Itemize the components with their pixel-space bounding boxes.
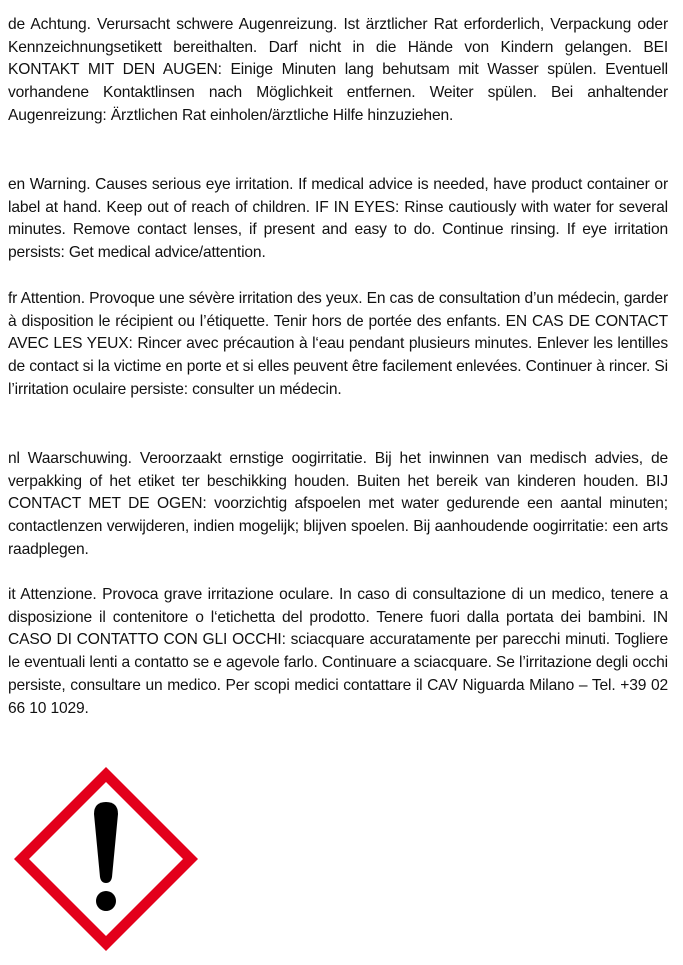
lang-code-de: de (8, 16, 26, 33)
lang-code-nl: nl (8, 450, 20, 467)
exclamation-mark-hazard-icon (11, 764, 201, 954)
hazard-text-de: Verursacht schwere Augenreizung. Ist ärztlicher Rat erforderlich, Verpackung oder Kennzeichnungsetikett bereithalten. Darf nicht in die Hände von Kindern gelangen. BEI KONTAKT MIT DEN AUGEN: Einige Minuten lang behutsam mit Wasser spülen. Eventuell vorhandene Kontaktlinsen nach Möglichkeit entfernen. Weiter spülen. Bei anhaltender Augenreizung: Ärztlichen Rat einholen/ärztliche Hilfe hinzuziehen. (8, 16, 668, 124)
signal-word-en: Warning. (29, 176, 91, 193)
paragraph-en (8, 174, 668, 265)
signal-word-nl: Waarschuwing. (27, 450, 132, 467)
paragraph-de (8, 14, 668, 128)
paragraph-nl (8, 448, 668, 562)
signal-word-it: Attenzione. (20, 586, 97, 603)
hazard-text-it: Provoca grave irritazione oculare. In caso di consultazione di un medico, tenere a disposizione il contenitore o l‘etichetta del prodotto. Tenere fuori dalla portata dei bambini. IN CASO DI CONTATTO CON GLI OCCHI: sciacquare accuratamente per parecchi minuti. Togliere le eventuali lenti a contatto se e agevole farlo. Continuare a sciacquare. Se l’irritazione degli occhi persiste, consultare un medico. Per scopi medici contattare il CAV Niguarda Milano – Tel. +39 02 66 10 1029. (8, 586, 669, 717)
hazard-text-en: Causes serious eye irritation. If medical advice is needed, have product container or label at hand. Keep out of reach of children. IF IN EYES: Rinse cautiously with water for several minutes. Remove contact lenses, if present and easy to do. Continue rinsing. If eye irritation persists: Get medical advice/attention. (8, 176, 668, 262)
lang-code-en: en (8, 176, 26, 193)
lang-code-fr: fr (8, 290, 18, 307)
lang-code-it: it (8, 586, 16, 603)
hazard-text-fr: Provoque une sévère irritation des yeux. En cas de consultation d’un médecin, garder à disposition le récipient ou l’étiquette. Tenir hors de portée des enfants. EN CAS DE CONTACT AVEC LES YEUX: Rincer avec précaution à l‘eau pendant plusieurs minutes. Enlever les lentilles de contact si la victime en porte et si elles peuvent être facilement enlevées. Continuer à rincer. Si l’irritation oculaire persiste: consulter un médecin. (8, 290, 668, 398)
signal-word-de: Achtung. (30, 16, 91, 33)
exclamation-dot (96, 891, 116, 911)
signal-word-fr: Attention. (20, 290, 85, 307)
hazard-text-nl: Veroorzaakt ernstige oogirritatie. Bij het inwinnen van medisch advies, de verpakking of het etiket ter beschikking houden. Buiten het bereik van kinderen houden. BIJ CONTACT MET DE OGEN: voorzichtig afspoelen met water gedurende een aantal minuten; contactlenzen verwijderen, indien mogelijk; blijven spoelen. Bij aanhoudende oogirritatie: een arts raadplegen. (8, 450, 668, 558)
paragraph-fr (8, 288, 668, 402)
paragraph-it (8, 584, 668, 720)
